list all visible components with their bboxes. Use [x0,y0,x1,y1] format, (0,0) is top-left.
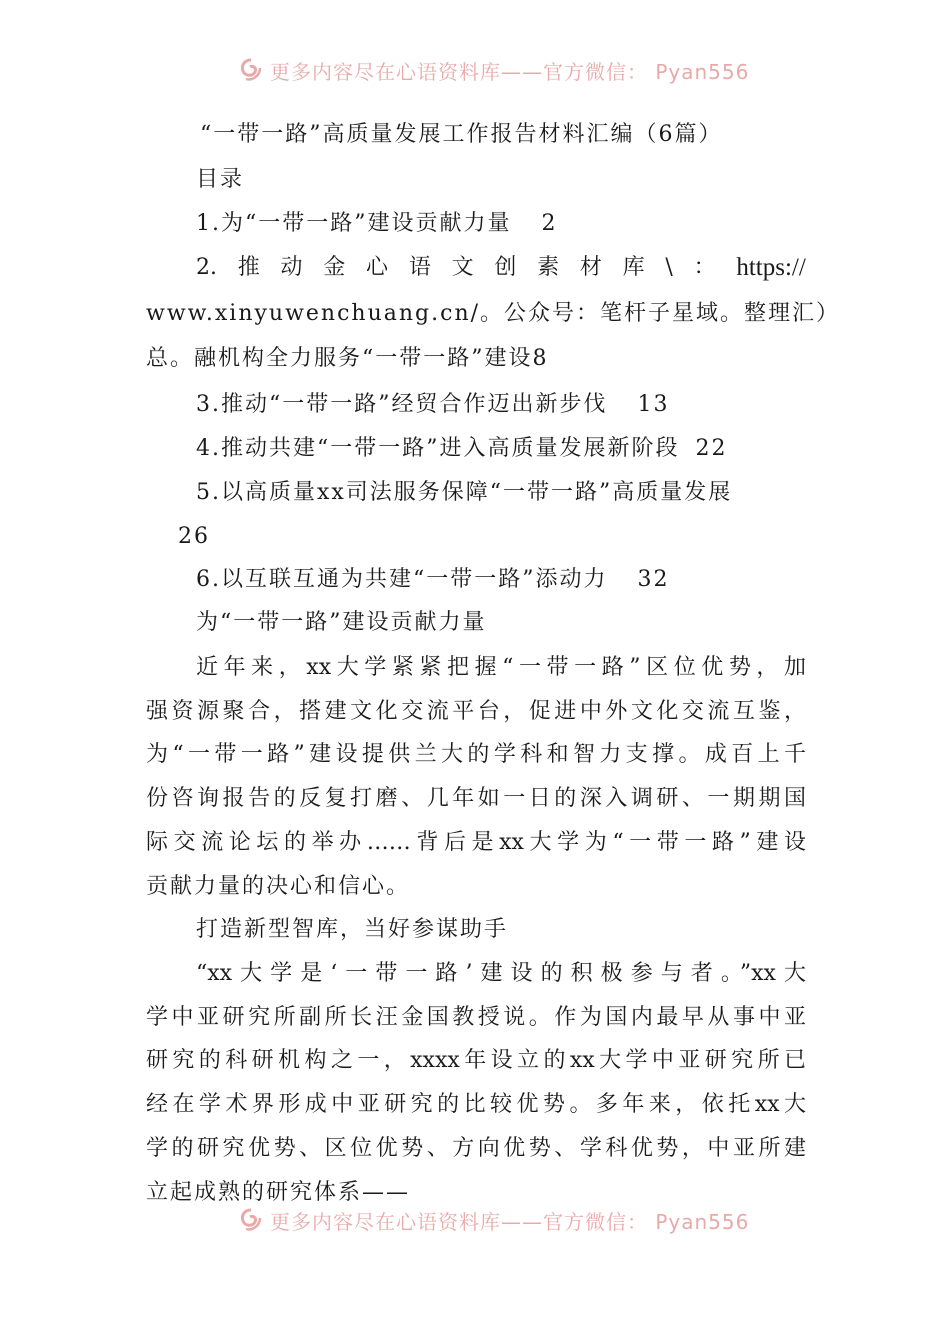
toc-item-1[interactable] [196,209,806,239]
swirl-logo-icon [238,1207,264,1233]
toc-item-2-part: 材 [579,255,602,280]
toc-item-label: 3.推动“一带一路”经贸合作迈出新步伐 [196,392,608,417]
toc-item-2-url-start: https:// [736,254,806,281]
toc-item-2-part: 创 [494,255,517,280]
toc-item-label: 6.以互联互通为共建“一带一路”添动力 [196,567,608,592]
watermark-header [238,53,749,87]
swirl-logo-icon [238,57,264,83]
paragraph-2-line: “xx大学是‘一带一路’建设的积极参与者。”xx大 [196,961,806,986]
toc-item-2-part: 素 [537,255,560,280]
toc-item-5[interactable] [196,478,806,508]
toc-item-2-part: 语 [408,255,431,280]
watermark-text: 更多内容尽在心语资料库——官方微信： Pyan556 [270,1209,750,1234]
toc-item-5-page: 26 [178,524,210,549]
toc-item-2-part: 库 [622,255,645,280]
toc-item-label: 4.推动共建“一带一路”进入高质量发展新阶段 [196,436,680,461]
toc-item-3[interactable] [196,390,806,420]
toc-item-page: 32 [637,567,670,592]
paragraph-1-line: 为“一带一路”建设提供兰大的学科和智力支撑。成百上千 [146,742,806,767]
watermark-text: 更多内容尽在心语资料库——官方微信： Pyan556 [270,59,750,84]
toc-item-2-part: \ [665,255,673,280]
paragraph-2-line: 经在学术界形成中亚研究的比较优势。多年来，依托xx大 [146,1092,806,1117]
toc-item-2-line2[interactable] [146,299,841,329]
toc-item-4[interactable] [196,434,806,464]
subheading: 打造新型智库，当好参谋助手 [196,917,509,942]
paragraph-1-line: 近年来，xx大学紧紧把握“一带一路”区位优势，加 [196,655,806,680]
paragraph-2-line: 学的研究优势、区位优势、方向优势、学科优势，中亚所建 [146,1136,806,1161]
toc-item-2-part: 心 [366,255,389,280]
paragraph-2-line: 研究的科研机构之一，xxxx年设立的xx大学中亚研究所已 [146,1048,806,1073]
paragraph-1-line: 份咨询报告的反复打磨、几年如一日的深入调研、一期期国 [146,786,806,811]
paragraph-2-line: 立起成熟的研究体系—— [146,1180,411,1205]
toc-item-label: 1.为“一带一路”建设贡献力量 [196,211,512,236]
toc-item-2-part: ： [693,255,716,280]
toc-item-2-line3: 总。融机构全力服务“一带一路”建设8 [146,346,549,371]
toc-item-2-part: 推 [237,255,260,280]
paragraph-2-line: 学中亚研究所副所长汪金国教授说。作为国内最早从事中亚 [146,1005,806,1030]
toc-item-page: 13 [637,392,670,417]
toc-item-2-part: 动 [280,255,303,280]
paragraph-1-line: 际交流论坛的举办……背后是xx大学为“一带一路”建设 [146,830,806,855]
toc-item-2-part: 金 [323,255,346,280]
toc-item-2-part: 文 [451,255,474,280]
paragraph-1-line: 强资源聚合，搭建文化交流平台，促进中外文化交流互鉴， [146,699,806,724]
document-title: “一带一路”高质量发展工作报告材料汇编（6篇） [200,122,723,147]
toc-item-label: 5.以高质量xx司法服务保障“一带一路”高质量发展 [196,480,733,505]
toc-item-2-part: 2. [196,255,217,280]
toc-item-page: 2 [541,211,558,236]
section-heading: 为“一带一路”建设贡献力量 [196,610,487,635]
toc-item-6[interactable] [196,565,806,595]
toc-item-2-line2-text: www.xinyuwenchuang.cn/。公众号：笔杆子星域。整理汇） [146,301,841,326]
toc-item-2[interactable] [196,253,806,283]
toc-item-page: 22 [695,436,728,461]
toc-heading: 目录 [196,167,245,192]
paragraph-1-line: 贡献力量的决心和信心。 [146,874,411,899]
watermark-footer [238,1203,749,1237]
